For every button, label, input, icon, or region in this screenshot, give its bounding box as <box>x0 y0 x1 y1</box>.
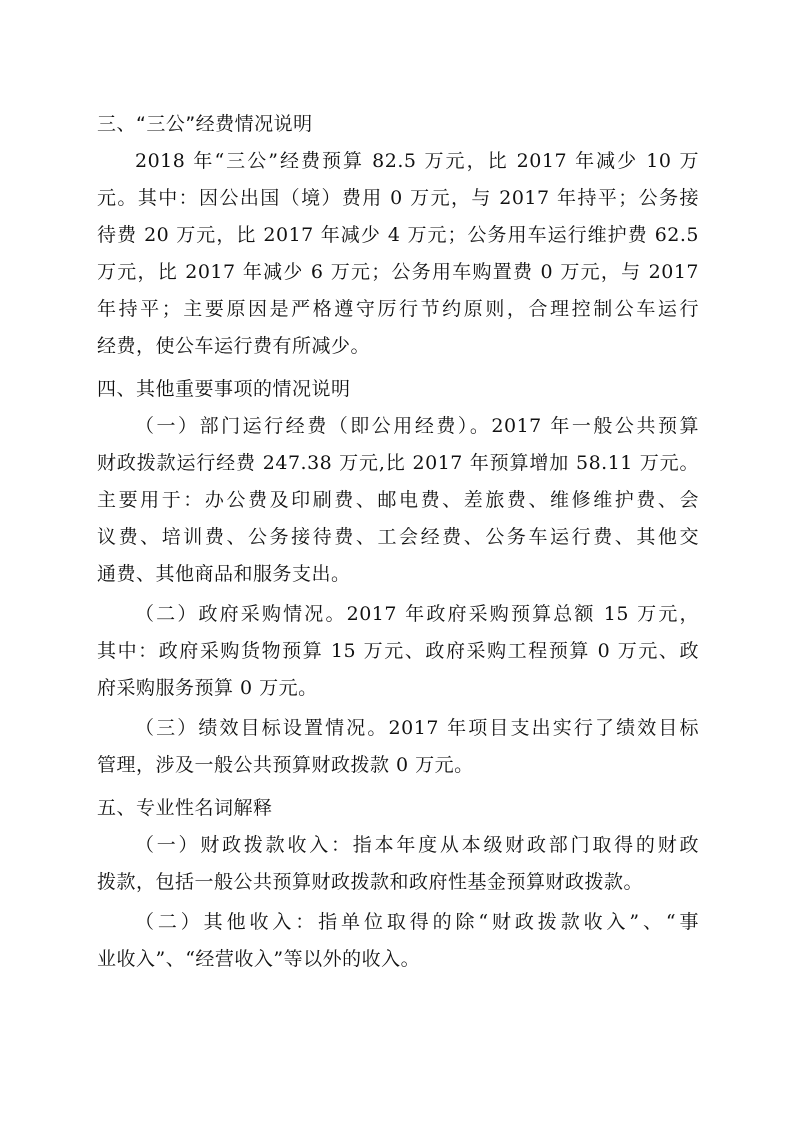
text-line: 议费、培训费、公务接待费、工会经费、公务车运行费、其他交 <box>97 526 699 548</box>
text-line: 管理，涉及一般公共预算财政拨款 0 万元。 <box>97 754 474 776</box>
text-line: 府采购服务预算 0 万元。 <box>97 677 318 699</box>
paragraph-performance-targets <box>97 710 699 784</box>
text-line: 2018 年“三公”经费预算 82.5 万元，比 2017 年减少 10 万 <box>135 150 699 172</box>
document-body <box>97 106 699 978</box>
text-line: 其中：政府采购货物预算 15 万元、政府采购工程预算 0 万元、政 <box>97 640 699 662</box>
text-line: （一）财政拨款收入：指本年度从本级财政部门取得的财政 <box>135 834 699 856</box>
section-heading-other-matters: 四、其他重要事项的情况说明 <box>97 378 351 400</box>
text-line: 主要用于：办公费及印刷费、邮电费、差旅费、维修维护费、会 <box>97 489 699 511</box>
text-line: 财政拨款运行经费 247.38 万元,比 2017 年预算增加 58.11 万元。 <box>97 452 699 474</box>
text-line: 万元，比 2017 年减少 6 万元；公务用车购置费 0 万元，与 2017 <box>97 261 699 283</box>
section-heading-terminology: 五、专业性名词解释 <box>97 797 273 819</box>
text-line: 通费、其他商品和服务支出。 <box>97 563 351 585</box>
text-line: （一）部门运行经费（即公用经费）。2017 年一般公共预算 <box>135 415 699 437</box>
paragraph-fiscal-appropriation-income <box>97 827 699 901</box>
text-line: （三）绩效目标设置情况。2017 年项目支出实行了绩效目标 <box>135 717 699 739</box>
text-line: 业收入”、“经营收入”等以外的收入。 <box>97 948 421 970</box>
paragraph-other-income <box>97 904 699 978</box>
text-line: 年持平；主要原因是严格遵守厉行节约原则，合理控制公车运行 <box>97 298 699 320</box>
text-line: 经费，使公车运行费有所减少。 <box>97 335 371 357</box>
text-line: （二）其他收入：指单位取得的除“财政拨款收入”、“事 <box>135 911 699 933</box>
text-line: （二）政府采购情况。2017 年政府采购预算总额 15 万元， <box>135 603 699 625</box>
paragraph-three-public-funds <box>97 143 699 365</box>
paragraph-government-procurement <box>97 596 699 707</box>
text-line: 待费 20 万元，比 2017 年减少 4 万元；公务用车运行维护费 62.5 <box>97 224 699 246</box>
section-heading-three-public-funds: 三、“三公”经费情况说明 <box>97 113 313 135</box>
text-line: 拨款，包括一般公共预算财政拨款和政府性基金预算财政拨款。 <box>97 871 644 893</box>
paragraph-operating-funds <box>97 408 699 593</box>
text-line: 元。其中：因公出国（境）费用 0 万元，与 2017 年持平；公务接 <box>97 187 699 209</box>
